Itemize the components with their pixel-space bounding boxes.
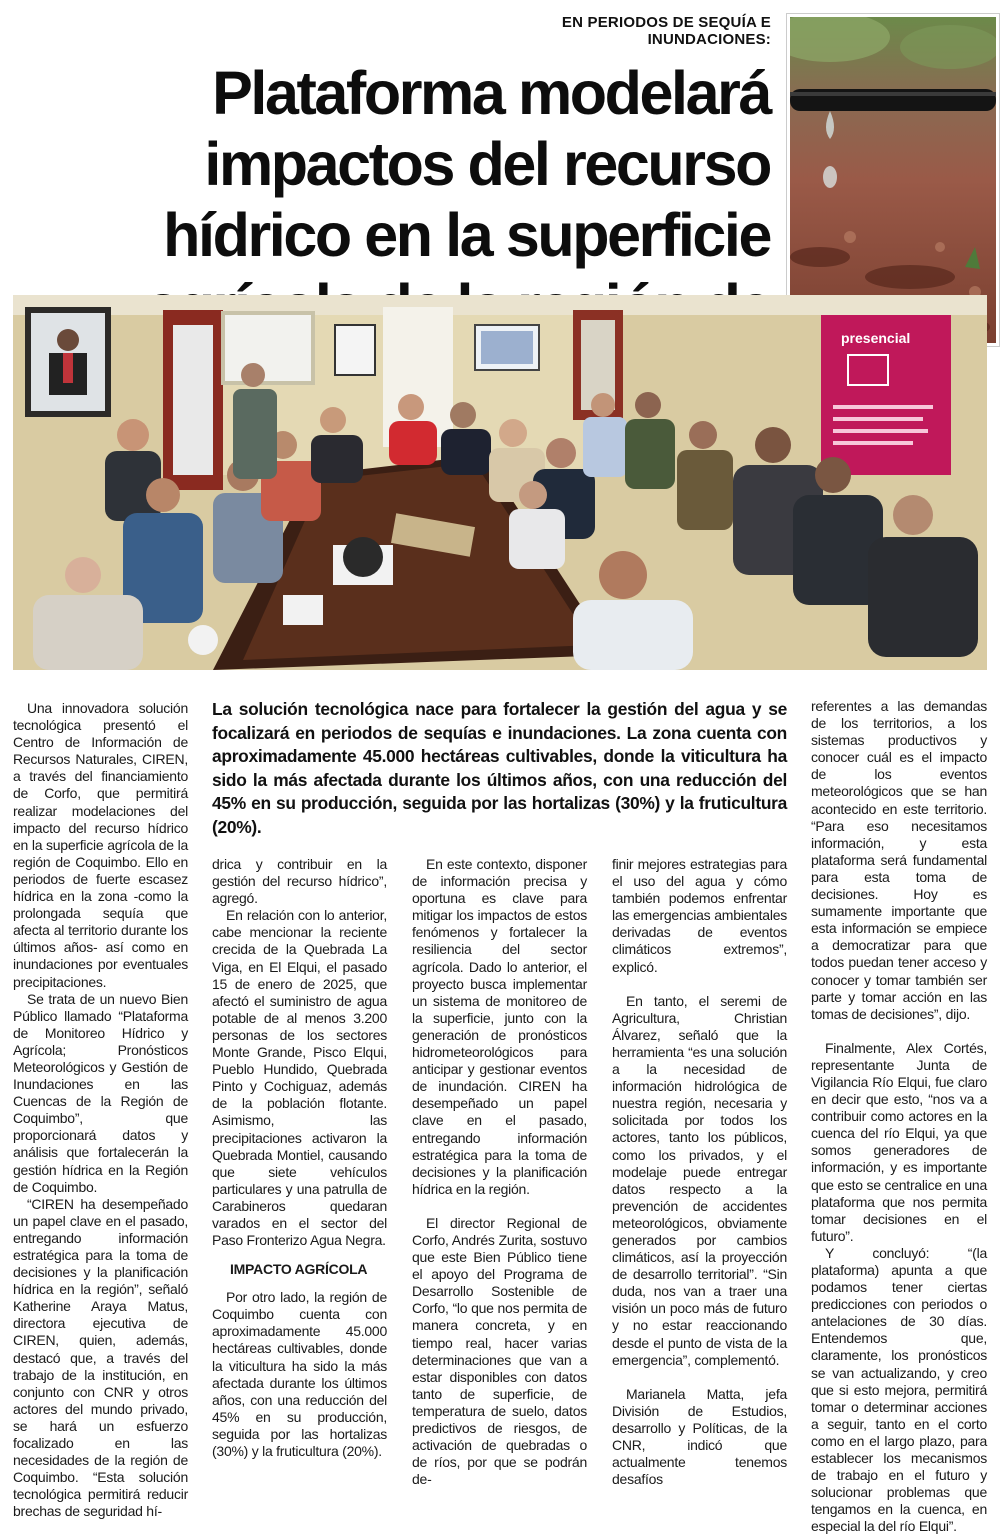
poster-heading: presencial [841,330,911,346]
paragraph: En tanto, el seremi de Agricultura, Christian Álvarez, señaló que la herramienta “es una solución a la necesidad de información hidrológica de nuestra región, necesaria y solicitada por todos los actores, tanto los públicos, como los privados, y el modelaje puede entregar datos respecto a la prevención de accidentes meteorológicos, obviamente generados por cambios climáticos, así la proyección de desarrollo territorial”. “Sin duda, nos van a traer una visión un poco más de futuro y no estar reaccionando desde el punto de vista de la emergencia”, complementó. [612,992,787,1368]
headline: Plataforma modelará impactos del recurso hídrico en la superficie [163,59,770,269]
column-1 [13,700,188,1521]
paragraph: drica y contribuir en la gestión del recurso hídrico”, agregó. [212,856,387,907]
paragraph: En relación con lo anterior, cabe mencionar la reciente crecida de la Quebrada La Viga, en El Elqui, el pasado 15 de enero de 2025, que afectó el suministro de agua potable de al menos 3.200 personas de los sectores Monte Grande, Pisco Elqui, Pueblo Hundido, Quebrada Pinto y Cochiguaz, además de la población flotante. Asimismo, las precipitaciones activaron la Quebrada Montiel, causando que siete vehículos particulares y una patrulla de Carabineros quedaran varados en el sector del Paso Fronterizo Agua Negra. [212,907,387,1249]
paragraph: Marianela Matta, jefa División de Estudios, desarrollo y Políticas, de la CNR, indicó que actualmente tenemos desafíos [612,1385,787,1488]
paragraph: El director Regional de Corfo, Andrés Zurita, sostuvo que este Bien Público tiene el apoyo del Programa de Desarrollo Sostenible de Corfo, “lo que nos permita de manera concreta, y en tiempo real, hacer varias determinaciones que van a estar disponibles con datos tanto de superficie, de temperatura de suelo, datos predictivos de riesgos, de activación de quebradas o de ríos, por que se podrán de- [412,1214,587,1488]
paragraph: En este contexto, disponer de información precisa y oportuna es clave para mitigar los impactos de estos fenómenos y fortalecer la resiliencia del sector agrícola. Dado lo anterior, el proyecto busca implementar un sistema de monitoreo de la superficie, junto con la generación de pronósticos hidrometeorológicos para anticipar y gestionar eventos de inundación. CIREN ha desempeñado un papel clave en el pasado, entregando información estratégica para la toma de decisiones y la planificación hídrica en la región. [412,856,587,1197]
paragraph: referentes a las demandas de los territorios, a los sistemas productivos y conocer cuál es el impacto de los eventos meteorológicos que se han acontecido en este territorio. “Para eso necesitamos información, y esta plataforma será fundamental para esta toma de decisiones. Hoy es sumamente importante que esta información se empiece a democratizar para que todos puedan tener acceso y conocer y tomar también ser parte y tomar acción en las tomas de decisiones”, dijo. [811,698,987,1022]
column-5 [811,698,987,1536]
paragraph: Por otro lado, la región de Coquimbo cuenta con aproximadamente 45.000 hectáreas cultivables, donde la viticultura ha sido la más afectada durante los últimos años, con una reducción del 45% en su producción, seguida por las hortalizas (30%) y la fruticultura (20%). [212,1289,387,1459]
meeting-photo [13,295,987,670]
column-3 [412,856,587,1488]
column-4 [612,856,787,1488]
column-2 [212,856,387,1460]
paragraph: finir mejores estrategias para el uso del agua y cómo también podemos enfrentar las emergencias ambientales derivadas de eventos climáticos extremos”, explicó. [612,856,787,975]
paragraph: Y concluyó: “(la plataforma) apunta a que podamos tener ciertas predicciones con periodos o antelaciones de 30 días. Entendemos que, claramente, los pronósticos se van actualizando, y creo que si esto mejora, permitirá tomar o determinar acciones a seguir, tanto en el corto como en el largo plazo, para establecer los mecanismos de trabajo en el futuro y solucionar problemas que tengamos en la cuenca, en especial la del río Elqui”. [811,1244,987,1535]
lead-paragraph: La solución tecnológica nace para fortalecer la gestión del agua y se focalizará en periodos de sequías e inundaciones. La zona cuenta con aproximadamente 45.000 hectáreas cultivables, donde la viticultura ha sido la más afectada durante los últimos años, con una reducción del 45% en su producción, seguida por las hortalizas (30%) y la fruticultura (20%). [212,699,787,837]
kicker: EN PERIODOS DE SEQUÍA E INUNDACIONES: [561,14,771,48]
paragraph: Finalmente, Alex Cortés, representante Junta de Vigilancia Río Elqui, fue claro en decir que esto, “nos va a contribuir como actores en la cuenca del río Elqui, ya que somos generadores de información, y es importante que esto se centralice en una plataforma que nos permita tomar decisiones en el futuro”. [811,1039,987,1244]
paragraph: “CIREN ha desempeñado un papel clave en el pasado, entregando información estratégica para la toma de decisiones y la planificación hídrica en la región”, señaló Katherine Araya Matus, directora ejecutiva de CIREN, quien, además, destacó que, a través del trabajo de la institución, en conjunto con CNR y otros actores del mundo privado, se hará un esfuerzo focalizado en las necesidades de la región de Coquimbo. “Esta solución tecnológica permitirá reducir brechas de seguridad hí- [13,1195,188,1520]
subheading: IMPACTO AGRÍCOLA [230,1261,368,1278]
paragraph: Una innovadora solución tecnológica presentó el Centro de Información de Recursos Naturales, CIREN, a través del financiamiento de Corfo, que permitirá realizar modelaciones del impacto del recurso hídrico en la superficie agrícola de la región de Coquimbo. Ello en periodos de fuerte escasez hídrica en la zona -como la prolongada sequía que afecta al territorio durante los últimos años- así como en inundaciones por eventuales precipitaciones. [13,700,188,990]
paragraph: Se trata de un nuevo Bien Público llamado “Plataforma de Monitoreo Hídrico y Agrícola; Pronósticos Meteorológicos y Gestión de Inundaciones en las Cuencas de la Región de Coquimbo”, que proporcionará datos y análisis que fortalecerán la gestión hídrica en la Región de Coquimbo. [13,990,188,1195]
